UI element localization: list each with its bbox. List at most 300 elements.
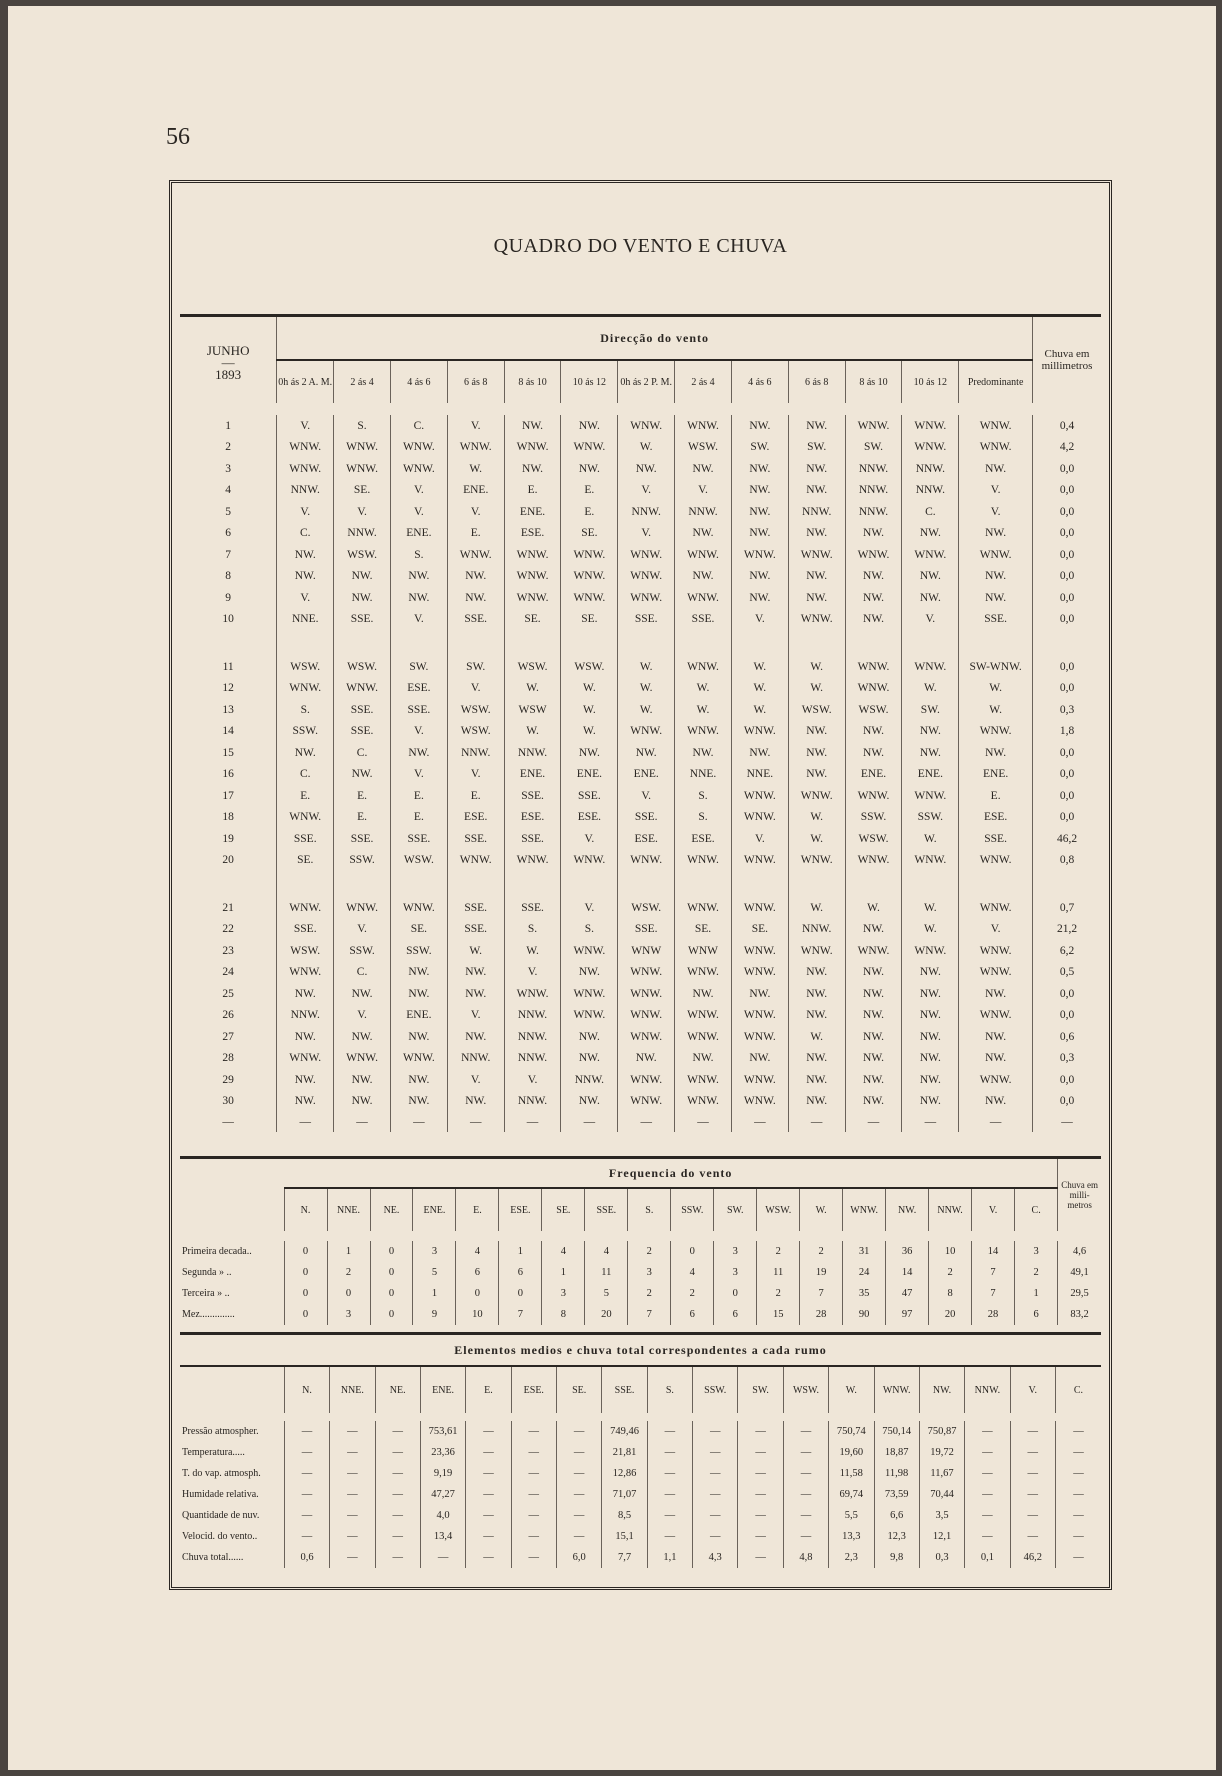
direction-cell: V. (561, 828, 618, 850)
direction-cell: ENE. (902, 764, 959, 786)
dash-cell: — (504, 1112, 561, 1132)
rain-cell: 0,0 (1033, 678, 1102, 700)
direction-cell: E. (277, 785, 334, 807)
direction-cell: V. (618, 480, 675, 502)
direction-cell: SSE. (618, 807, 675, 829)
label-header (180, 1366, 284, 1413)
direction-cell: NW. (675, 983, 732, 1005)
month-label: JUNHO (206, 343, 250, 358)
direction-cell: SSE. (334, 828, 391, 850)
direction-cell: NW. (788, 587, 845, 609)
table-row (180, 1505, 1101, 1526)
day-cell: 6 (225, 527, 232, 540)
value-cell: 750,14 (874, 1421, 919, 1442)
direction-cell: NW. (447, 1026, 504, 1048)
direction-cell: WNW. (959, 721, 1033, 743)
direction-cell: NNW. (334, 523, 391, 545)
direction-cell: WNW. (675, 962, 732, 984)
rain-cell: 0,0 (1033, 544, 1102, 566)
row-label: Segunda » .. (182, 1267, 232, 1278)
frequency-title: Frequencia do vento (284, 1158, 1058, 1189)
direction-cell: SE. (561, 609, 618, 631)
direction-cell: NNW. (504, 1048, 561, 1070)
direction-cell: NW. (390, 566, 447, 588)
row-label: Mez.............. (182, 1309, 235, 1320)
direction-cell: W. (959, 699, 1033, 721)
direction-cell: WNW. (731, 850, 788, 872)
direction-cell: WNW. (845, 415, 902, 437)
mean-elements-title: Elementos medios e chuva total correspondentes a cada rumo (180, 1334, 1101, 1367)
rain-cell: 0,0 (1033, 983, 1102, 1005)
value-cell: 3 (1015, 1241, 1058, 1262)
rain-cell: 0,0 (1033, 656, 1102, 678)
direction-cell: NW. (390, 1069, 447, 1091)
direction-cell: V. (334, 501, 391, 523)
direction-cell: SW. (788, 437, 845, 459)
direction-cell: SSE. (277, 919, 334, 941)
direction-cell: NNW. (902, 480, 959, 502)
direction-cell: NW. (902, 1005, 959, 1027)
value-cell: 4 (585, 1241, 628, 1262)
dash-cell: — (277, 1112, 334, 1132)
value-cell: 4,0 (420, 1505, 465, 1526)
value-cell: 3 (542, 1283, 585, 1304)
direction-cell: NW. (902, 742, 959, 764)
col-header: NE. (375, 1366, 420, 1413)
direction-cell: WNW. (788, 940, 845, 962)
direction-cell: S. (504, 919, 561, 941)
direction-cell: WNW. (618, 1005, 675, 1027)
value-cell: — (511, 1463, 556, 1484)
direction-cell: NW. (959, 458, 1033, 480)
table-row (180, 415, 1101, 437)
direction-cell: WNW. (618, 962, 675, 984)
value-cell: 14 (972, 1241, 1015, 1262)
direction-cell: NW. (731, 566, 788, 588)
direction-cell: NW. (277, 983, 334, 1005)
value-cell: 0 (284, 1241, 327, 1262)
direction-cell: NW. (845, 962, 902, 984)
col-header: 10 ás 12 (902, 360, 959, 403)
value-cell: 9 (413, 1304, 456, 1325)
table-row (180, 962, 1101, 984)
rain-cell: 6,2 (1033, 940, 1102, 962)
direction-cell: WNW. (277, 897, 334, 919)
direction-cell: SSE. (618, 609, 675, 631)
value-cell: — (693, 1421, 738, 1442)
spacer-cell (618, 871, 675, 897)
value-cell: 2 (800, 1241, 843, 1262)
value-cell: 19,60 (829, 1442, 874, 1463)
direction-cell: NW. (959, 587, 1033, 609)
value-cell: — (375, 1547, 420, 1568)
decade-spacer-row (180, 871, 1101, 897)
value-cell: — (1055, 1484, 1101, 1505)
value-cell: — (375, 1421, 420, 1442)
direction-cell: NW. (845, 1048, 902, 1070)
spacer-cell (277, 871, 334, 897)
value-cell: — (511, 1421, 556, 1442)
direction-cell: E. (561, 501, 618, 523)
dash-cell: — (561, 1112, 618, 1132)
value-cell: — (1010, 1505, 1055, 1526)
value-cell: 3 (628, 1262, 671, 1283)
direction-cell: NW. (788, 523, 845, 545)
value-cell: — (965, 1526, 1010, 1547)
wind-frequency-section (180, 1156, 1101, 1325)
value-cell: — (647, 1526, 692, 1547)
spacer-cell (180, 871, 277, 897)
direction-cell: WNW. (618, 983, 675, 1005)
value-cell: 3 (413, 1241, 456, 1262)
direction-cell: NNW. (845, 458, 902, 480)
value-cell: 15,1 (602, 1526, 647, 1547)
value-cell: 35 (843, 1283, 886, 1304)
direction-cell: NW. (561, 415, 618, 437)
day-cell: 8 (225, 570, 232, 583)
direction-cell: WSW. (845, 699, 902, 721)
column-header-row (180, 1188, 1101, 1231)
direction-cell: NW. (277, 1091, 334, 1113)
value-cell: — (965, 1442, 1010, 1463)
direction-cell: ENE. (390, 1005, 447, 1027)
decade-spacer-row (180, 630, 1101, 656)
direction-cell: ESE. (959, 807, 1033, 829)
direction-cell: NNW. (504, 1091, 561, 1113)
value-cell: — (1010, 1526, 1055, 1547)
direction-cell: NW. (845, 587, 902, 609)
table-row (180, 983, 1101, 1005)
direction-cell: WSW. (618, 897, 675, 919)
rain-cell: 0,0 (1033, 1005, 1102, 1027)
direction-cell: WNW. (334, 1048, 391, 1070)
direction-cell: WNW. (334, 437, 391, 459)
value-cell: — (783, 1505, 828, 1526)
direction-cell: W. (731, 678, 788, 700)
value-cell: 0 (284, 1304, 327, 1325)
rain-cell: 0,0 (1033, 566, 1102, 588)
direction-cell: WNW. (561, 437, 618, 459)
direction-cell: NW. (561, 1048, 618, 1070)
direction-cell: WNW. (277, 1048, 334, 1070)
col-header: SE. (556, 1366, 601, 1413)
direction-cell: V. (447, 501, 504, 523)
direction-cell: NNW. (277, 480, 334, 502)
direction-cell: SW. (845, 437, 902, 459)
value-cell: 4 (542, 1241, 585, 1262)
day-cell: 2 (225, 441, 232, 454)
direction-cell: WNW. (959, 437, 1033, 459)
direction-cell: SSE. (277, 828, 334, 850)
rain-cell: 0,3 (1033, 699, 1102, 721)
value-cell: 46,2 (1010, 1547, 1055, 1568)
rain-cell: 46,2 (1033, 828, 1102, 850)
value-cell: 9,8 (874, 1547, 919, 1568)
direction-cell: WSW. (277, 656, 334, 678)
value-cell: — (1010, 1463, 1055, 1484)
table-row (180, 1069, 1101, 1091)
direction-cell: NW. (731, 523, 788, 545)
direction-cell: C. (390, 415, 447, 437)
value-cell: 21,81 (602, 1442, 647, 1463)
direction-cell: WNW. (277, 458, 334, 480)
value-cell: 69,74 (829, 1484, 874, 1505)
direction-cell: ESE. (561, 807, 618, 829)
table-row (180, 544, 1101, 566)
value-cell: 0 (370, 1283, 413, 1304)
direction-cell: WSW. (277, 940, 334, 962)
direction-cell: W. (504, 940, 561, 962)
value-cell: — (330, 1547, 375, 1568)
direction-cell: S. (675, 785, 732, 807)
value-cell: 0,6 (284, 1547, 329, 1568)
table-row (180, 1442, 1101, 1463)
dash-cell: — (390, 1112, 447, 1132)
direction-cell: NW. (390, 1091, 447, 1113)
direction-cell: WSW. (447, 721, 504, 743)
direction-cell: V. (390, 764, 447, 786)
direction-cell: C. (277, 764, 334, 786)
direction-cell: NNW. (845, 480, 902, 502)
direction-cell: E. (447, 785, 504, 807)
direction-cell: NW. (788, 983, 845, 1005)
dash-cell: — (902, 1112, 959, 1132)
direction-cell: ENE. (447, 480, 504, 502)
value-cell: — (965, 1463, 1010, 1484)
direction-cell: SE. (334, 480, 391, 502)
value-cell: — (284, 1421, 329, 1442)
direction-cell: WSW (504, 699, 561, 721)
direction-cell: NW. (959, 1026, 1033, 1048)
direction-cell: WNW. (675, 1005, 732, 1027)
direction-cell: WNW. (902, 940, 959, 962)
rain-cell: 0,0 (1033, 742, 1102, 764)
table-row (180, 587, 1101, 609)
value-cell: 47,27 (420, 1484, 465, 1505)
value-cell: 3 (714, 1262, 757, 1283)
direction-cell: SSE. (504, 897, 561, 919)
value-cell: 3 (327, 1304, 370, 1325)
direction-cell: ESE. (618, 828, 675, 850)
direction-cell: NW. (902, 523, 959, 545)
value-cell: — (511, 1442, 556, 1463)
direction-cell: SSW. (845, 807, 902, 829)
label-header (180, 1158, 284, 1232)
direction-cell: WSW. (334, 656, 391, 678)
col-header: 4 ás 6 (731, 360, 788, 403)
col-header: WNW. (843, 1188, 886, 1231)
col-header: N. (284, 1366, 329, 1413)
spacer-cell (1033, 630, 1102, 656)
direction-cell: WSW. (447, 699, 504, 721)
day-cell: 3 (225, 462, 232, 475)
value-cell: 0 (327, 1283, 370, 1304)
direction-cell: WNW. (731, 1091, 788, 1113)
value-cell: — (511, 1505, 556, 1526)
value-cell: 8 (929, 1283, 972, 1304)
direction-cell: V. (277, 501, 334, 523)
value-cell: — (330, 1484, 375, 1505)
direction-cell: NW. (845, 1069, 902, 1091)
direction-cell: W. (447, 458, 504, 480)
direction-cell: W. (618, 437, 675, 459)
value-cell: — (466, 1505, 511, 1526)
direction-cell: W. (902, 919, 959, 941)
table-row (180, 458, 1101, 480)
value-cell: — (556, 1526, 601, 1547)
value-cell: — (647, 1421, 692, 1442)
direction-cell: NW. (902, 587, 959, 609)
spacer-row (180, 1413, 1101, 1421)
day-cell: 21 (222, 901, 234, 914)
spacer-cell (561, 871, 618, 897)
value-cell: 28 (800, 1304, 843, 1325)
direction-cell: ENE. (504, 501, 561, 523)
month-header (180, 316, 277, 404)
col-header: V. (972, 1188, 1015, 1231)
direction-cell: WNW. (902, 785, 959, 807)
direction-cell: WNW. (959, 940, 1033, 962)
table-row (180, 1463, 1101, 1484)
direction-cell: NNE. (731, 764, 788, 786)
table-row (180, 678, 1101, 700)
value-cell: 0 (370, 1241, 413, 1262)
table-row (180, 742, 1101, 764)
value-cell: 7 (800, 1283, 843, 1304)
value-cell: 7 (972, 1262, 1015, 1283)
col-header: 0h ás 2 P. M. (618, 360, 675, 403)
row-label: Terceira » .. (182, 1288, 230, 1299)
spacer-cell (959, 630, 1033, 656)
direction-cell: W. (618, 656, 675, 678)
direction-cell: WNW. (447, 437, 504, 459)
direction-cell: NW. (845, 1005, 902, 1027)
value-cell: 19 (800, 1262, 843, 1283)
value-cell: 73,59 (874, 1484, 919, 1505)
direction-cell: ESE. (504, 523, 561, 545)
direction-cell: WNW. (618, 544, 675, 566)
direction-cell: WNW. (959, 897, 1033, 919)
col-header: SW. (714, 1188, 757, 1231)
direction-cell: W. (561, 721, 618, 743)
direction-cell: WNW. (504, 544, 561, 566)
direction-cell: SE. (731, 919, 788, 941)
day-cell: 26 (222, 1009, 234, 1022)
value-cell: 0 (714, 1283, 757, 1304)
day-cell: 25 (222, 987, 234, 1000)
direction-cell: E. (504, 480, 561, 502)
direction-cell: NW. (959, 566, 1033, 588)
direction-cell: NW. (277, 742, 334, 764)
rain-cell: 0,0 (1033, 501, 1102, 523)
value-cell: — (693, 1484, 738, 1505)
direction-cell: WNW. (561, 566, 618, 588)
direction-cell: WNW. (959, 544, 1033, 566)
value-cell: 2 (757, 1241, 800, 1262)
direction-cell: WNW. (618, 1069, 675, 1091)
direction-cell: NW. (334, 1069, 391, 1091)
direction-cell: WNW. (618, 566, 675, 588)
value-cell: — (1010, 1442, 1055, 1463)
direction-cell: WNW. (731, 807, 788, 829)
direction-cell: W. (618, 678, 675, 700)
wind-direction-title: Direcção do vento (277, 316, 1033, 361)
direction-cell: WNW. (845, 850, 902, 872)
value-cell: 49,1 (1058, 1262, 1101, 1283)
value-cell: 70,44 (919, 1484, 964, 1505)
day-cell: 14 (222, 725, 234, 738)
direction-cell: NNW. (618, 501, 675, 523)
direction-cell: C. (334, 962, 391, 984)
rain-cell: 0,0 (1033, 764, 1102, 786)
direction-cell: NW. (902, 983, 959, 1005)
direction-cell: ESE. (447, 807, 504, 829)
value-cell: 1 (542, 1262, 585, 1283)
direction-cell: NW. (959, 1091, 1033, 1113)
table-row (180, 1484, 1101, 1505)
value-cell: 0 (284, 1262, 327, 1283)
direction-cell: SSE. (675, 609, 732, 631)
direction-cell: SW. (731, 437, 788, 459)
direction-cell: WNW. (675, 544, 732, 566)
spacer-cell (447, 871, 504, 897)
value-cell: — (738, 1421, 783, 1442)
day-cell: 24 (222, 966, 234, 979)
direction-cell: V. (447, 1005, 504, 1027)
value-cell: 13,3 (829, 1526, 874, 1547)
value-cell: — (1055, 1463, 1101, 1484)
direction-cell: SE. (504, 609, 561, 631)
col-header: 4 ás 6 (390, 360, 447, 403)
value-cell: 83,2 (1058, 1304, 1101, 1325)
col-header: C. (1055, 1366, 1101, 1413)
month-dash: — (221, 355, 235, 370)
direction-cell: WSW. (675, 437, 732, 459)
value-cell: 0,3 (919, 1547, 964, 1568)
spacer-cell (390, 630, 447, 656)
rain-cell: 0,4 (1033, 415, 1102, 437)
value-cell: — (330, 1421, 375, 1442)
day-cell: 18 (222, 811, 234, 824)
direction-cell: ENE. (390, 523, 447, 545)
direction-cell: WNW. (618, 1091, 675, 1113)
day-cell: 19 (222, 832, 234, 845)
day-cell: 1 (225, 419, 232, 432)
value-cell: — (783, 1463, 828, 1484)
dash-cell: — (222, 1116, 234, 1128)
direction-cell: W. (902, 678, 959, 700)
table-row (180, 1005, 1101, 1027)
table-row (180, 785, 1101, 807)
direction-cell: NW. (845, 983, 902, 1005)
value-cell: — (647, 1484, 692, 1505)
value-cell: 15 (757, 1304, 800, 1325)
value-cell: — (783, 1526, 828, 1547)
direction-cell: NW. (731, 1048, 788, 1070)
direction-cell: SSE. (618, 919, 675, 941)
direction-cell: WNW. (675, 415, 732, 437)
value-cell: — (284, 1463, 329, 1484)
direction-cell: SSE. (390, 699, 447, 721)
value-cell: 3,5 (919, 1505, 964, 1526)
value-cell: — (466, 1484, 511, 1505)
direction-cell: WNW. (902, 415, 959, 437)
direction-cell: NW. (788, 1048, 845, 1070)
direction-cell: V. (504, 1069, 561, 1091)
direction-cell: WNW. (618, 415, 675, 437)
value-cell: 7 (628, 1304, 671, 1325)
col-header: V. (1010, 1366, 1055, 1413)
